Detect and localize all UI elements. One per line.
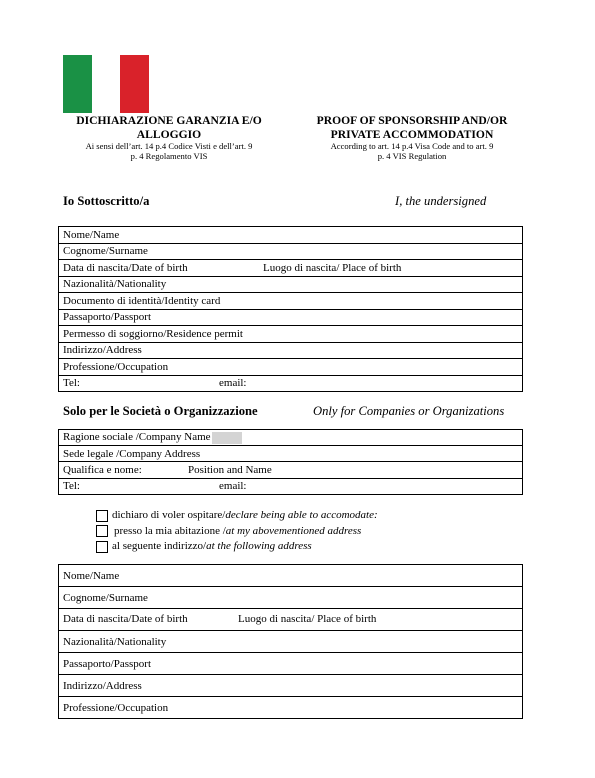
field-tel-email[interactable] (59, 375, 523, 392)
header-en-title-1: PROOF OF SPONSORSHIP AND/OR (316, 114, 508, 127)
guest-label-pob: Luogo di nascita/ Place of birth (238, 612, 377, 625)
field-nationality[interactable] (59, 276, 523, 293)
option-my-address (96, 524, 378, 540)
section2-title-en: Only for Companies or Organizations (313, 404, 505, 418)
guest-label-nationality: Nazionalità/Nationality (63, 635, 167, 648)
guest-field-occupation[interactable] (59, 697, 523, 719)
header-italian (60, 114, 278, 162)
italian-flag (63, 55, 149, 113)
label-name: Nome/Name (63, 228, 120, 241)
option1-en: declare being able to accomodate: (225, 509, 378, 521)
field-residence-permit[interactable] (59, 326, 523, 343)
field-dob-pob[interactable] (59, 260, 523, 277)
flag-red-band (120, 55, 149, 113)
guest-label-occupation: Professione/Occupation (63, 701, 169, 714)
header-it-title-2: ALLOGGIO (136, 127, 202, 141)
field-company-address[interactable] (59, 446, 523, 462)
form-company (58, 429, 523, 495)
label-company-email: email: (219, 480, 247, 493)
option3-it: al seguente indirizzo/ (112, 540, 207, 552)
label-position-it: Qualifica e nome: (63, 463, 142, 476)
option-following-address (96, 539, 378, 555)
guest-label-dob: Data di nascita/Date of birth (63, 612, 188, 625)
field-occupation[interactable] (59, 359, 523, 376)
guest-field-address[interactable] (59, 675, 523, 697)
header-en-sub-2: p. 4 VIS Regulation (377, 151, 447, 162)
guest-field-nationality[interactable] (59, 631, 523, 653)
header-it-sub-2: p. 4 Regolamento VIS (130, 151, 208, 162)
label-company-name: Ragione sociale /Company Name (63, 431, 211, 444)
label-email: email: (219, 377, 247, 390)
header-en-title-2: PRIVATE ACCOMMODATION (330, 127, 494, 141)
section1-title-it: Io Sottoscritto/a (63, 194, 150, 208)
guest-label-address: Indirizzo/Address (63, 679, 142, 692)
label-tel: Tel: (63, 377, 80, 390)
label-residence-permit: Permesso di soggiorno/Residence permit (63, 327, 243, 340)
label-surname: Cognome/Surname (63, 245, 148, 258)
guest-field-passport[interactable] (59, 653, 523, 675)
label-position-en: Position and Name (188, 463, 272, 476)
header-en-sub-1: According to art. 14 p.4 Visa Code and to art. 9 (330, 141, 494, 152)
label-pob: Luogo di nascita/ Place of birth (263, 261, 402, 274)
label-company-address: Sede legale /Company Address (63, 447, 201, 460)
guest-label-name: Nome/Name (63, 569, 120, 582)
section-undersigned (63, 194, 523, 209)
guest-field-dob-pob[interactable] (59, 609, 523, 631)
option1-it: dichiaro di voler ospitare/ (112, 509, 226, 521)
section-companies (63, 404, 523, 419)
field-address[interactable] (59, 342, 523, 359)
flag-green-band (63, 55, 92, 113)
guest-label-passport: Passaporto/Passport (63, 657, 151, 670)
header-english (300, 114, 524, 162)
section1-title-en: I, the undersigned (395, 194, 487, 208)
checkbox-following-address[interactable] (96, 541, 108, 553)
guest-field-name[interactable] (59, 565, 523, 587)
field-surname[interactable] (59, 243, 523, 260)
label-company-tel: Tel: (63, 480, 80, 493)
redacted-block (212, 432, 242, 444)
section2-title-it: Solo per le Società o Organizzazione (63, 404, 258, 418)
label-occupation: Professione/Occupation (63, 360, 169, 373)
option2-it: presso la mia abitazione / (114, 524, 226, 537)
form-guest (58, 564, 523, 719)
field-company-tel-email[interactable] (59, 478, 523, 494)
form-undersigned (58, 226, 523, 392)
header-it-sub-1: Ai sensi dell’art. 14 p.4 Codice Visti e dell’art. 9 (85, 141, 253, 152)
header-it-title-1: DICHIARAZIONE GARANZIA E/O (76, 114, 262, 127)
flag-white-band (92, 55, 121, 113)
label-passport: Passaporto/Passport (63, 311, 151, 324)
label-dob: Data di nascita/Date of birth (63, 261, 188, 274)
option-declare (96, 508, 378, 524)
checkbox-declare[interactable] (96, 510, 108, 522)
label-nationality: Nazionalità/Nationality (63, 278, 167, 291)
field-company-name[interactable] (59, 430, 523, 446)
label-identity-card: Documento di identità/Identity card (63, 294, 221, 307)
field-name[interactable] (59, 227, 523, 244)
option3-en: at the following address (206, 540, 312, 552)
label-address: Indirizzo/Address (63, 344, 142, 357)
field-identity-card[interactable] (59, 293, 523, 310)
checkbox-my-address[interactable] (96, 525, 108, 537)
option2-en: at my abovementioned address (225, 524, 362, 537)
accommodation-options (96, 508, 378, 555)
field-passport[interactable] (59, 309, 523, 326)
guest-field-surname[interactable] (59, 587, 523, 609)
guest-label-surname: Cognome/Surname (63, 591, 148, 604)
field-position-name[interactable] (59, 462, 523, 478)
